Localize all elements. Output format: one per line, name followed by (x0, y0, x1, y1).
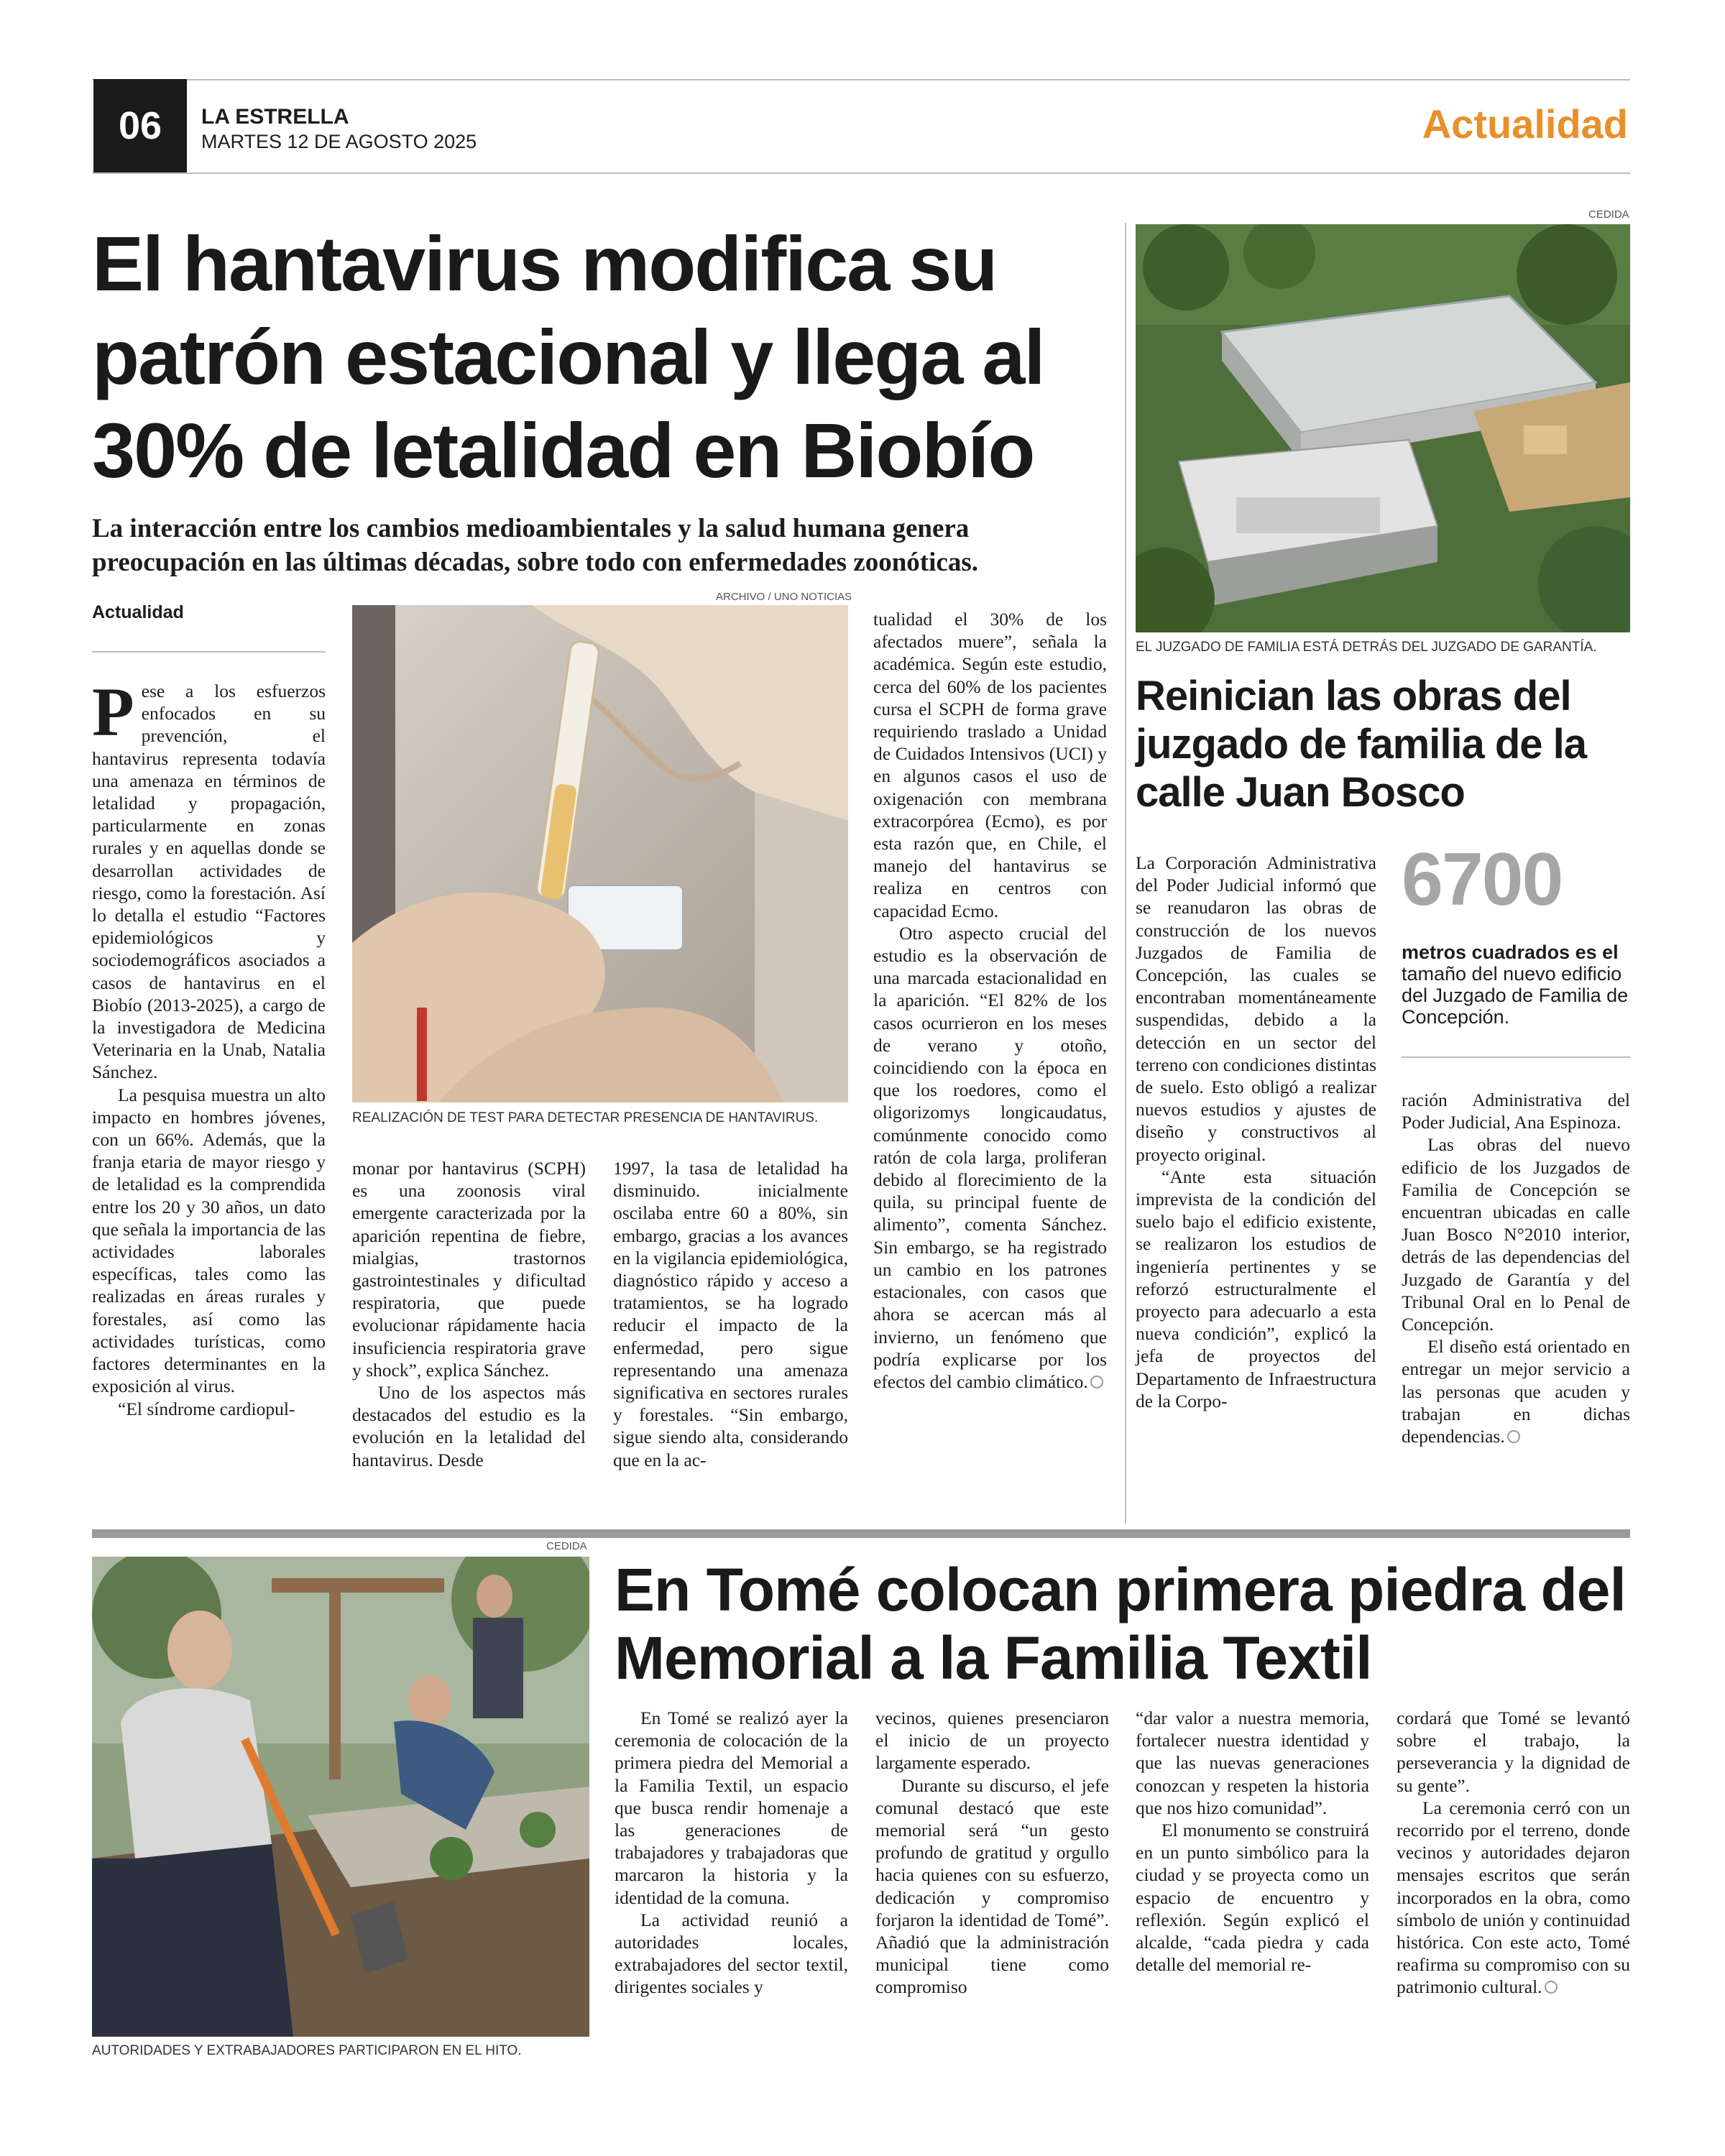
photo-credit-tome: CEDIDA (546, 1540, 587, 1552)
end-mark-icon (1545, 1981, 1558, 1994)
byline: Actualidad (92, 602, 184, 622)
article3-column-4: cordará que Tomé se levantó sobre el trabajo, la perseverancia y la dignidad de su gente”. La ceremonia cerró con un recorrido por el terreno, donde vecinos y autoridades dejaron mensajes escritos que serán incorporados en la obra, como símbolo de unión y continuidad histórica. Con este acto, Tomé reafirma su compromiso con su patrimonio cultural. (1397, 1708, 1630, 1998)
court-aerial-photo (1136, 224, 1630, 632)
end-mark-icon (1090, 1376, 1103, 1388)
article1-column-4: tualidad el 30% de los afectados muere”, señala la académica. Según este estudio, cerca del 60% de los pacientes cursa el SCPH de forma grave requiriendo traslado a Unidad de Cuidados Intensivos (UCI) y en algunos casos el uso de oxigenación con membrana extracorpórea (Ecmo), es por esta razón que, en Chile, el manejo del hantavirus se realiza en centros con capacidad Ecmo. Otro aspecto crucial del estudio es la observación de una marcada estacionalidad en la aparición. “El 82% de los casos ocurrieron en los meses de verano y otoño, coincidiendo con la época en que los roedores, como el oligorizomys longicaudatus, comúnmente conocido como ratón de cola larga, proliferan debido al florecimiento de la quila, su principal fuente de alimento”, comenta Sánchez. Sin embargo, se ha registrado un cambio en los patrones estacionales, con casos que ahora se acercan más al invierno, un fenómeno que podría explicarse por los efectos del cambio climático. (873, 609, 1107, 1392)
article3-column-1: En Tomé se realizó ayer la ceremonia de colocación de la primera piedra del Memorial a la Familia Textil, un espacio que busca rendir homenaje a las generaciones de trabajadores y trabajadoras que marcaron la historia y la identidad de la comuna. La actividad reunió a autoridades locales, extrabajadores del sector textil, dirigentes sociales y (615, 1708, 848, 1998)
article1-column-1: Pese a los esfuerzos enfocados en su prevención, el hantavirus representa todavía una amenaza en términos de letalidad y propagación, particularmente en zonas rurales y en aquellas donde se desarrollan actividades de riesgo, como la forestación. Así lo detalla el estudio “Factores epidemiológicos y sociodemográficos asociados a casos de hantavirus en el Biobío (2013-2025), a cargo de la investigadora de Medicina Veterinaria en la Unab, Natalia Sánchez. La pesquisa muestra un alto impacto en hombres jóvenes, con un 66%. Además, que la franja etaria de mayor riesgo y de letalidad es la comprendida entre los 20 y 30 años, un dato que señala la importancia de las actividades laborales específicas, tales como las realizadas en áreas rurales y forestales, así como las actividades turísticas, como factores determinantes en la exposición al virus. “El síndrome cardiopul- (92, 673, 326, 1419)
photo-caption-court: EL JUZGADO DE FAMILIA ESTÁ DETRÁS DEL JUZGADO DE GARANTÍA. (1136, 640, 1597, 655)
article1-column-3: 1997, la tasa de letalidad ha disminuido. inicialmente oscilaba entre 60 a 80%, sin embargo, gracias a los avances en la vigilancia epidemiológica, diagnóstico rápido y acceso a tratamientos, se ha logrado reducir el impacto de la enfermedad, pero sigue representando una amenaza significativa en sectores rurales y forestales. “Sin embargo, sigue siendo alta, considerando que en la ac- (613, 1158, 848, 1470)
main-headline: El hantavirus modifica su patrón estacional y llega al 30% de letalidad en Biobío (92, 220, 1044, 494)
photo-credit-court: CEDIDA (1588, 208, 1629, 221)
article2-column-1: La Corporación Administrativa del Poder Judicial informó que se reanudaron las obras de construcción de los nuevos Juzgados de Familia de Concepción, las cuales se encontraban momentáneamente suspendidas, debido a la detección en un sector del terreno con condiciones distintas de suelo. Esto obligó a realizar nuevos estudios y ajustes de diseño y constructivos al proyecto original. “Ante esta situación imprevista de la condición del suelo bajo el edificio existente, se realizaron los estudios de ingeniería pertinentes y se reforzó estructuralmente el proyecto para adecuarlo a esta nueva condición”, explicó la jefa de proyectos del Departamento de Infraestructura de la Corpo- (1136, 852, 1376, 1411)
tome-ceremony-photo (92, 1557, 589, 2037)
stat-description: metros cuadrados es el tamaño del nuevo edificio del Juzgado de Familia de Concepción. (1402, 941, 1629, 1028)
hantavirus-test-photo (352, 605, 848, 1102)
article1-column-2: monar por hantavirus (SCPH) es una zoonosis viral emergente caracterizada por la aparición repentina de fiebre, mialgias, trastornos gastrointestinales y dificultad respiratoria, que puede evolucionar rápidamente hacia insuficiencia respiratoria grave y shock”, explica Sánchez. Uno de los aspectos más destacados del estudio es la evolución en la letalidad del hantavirus. Desde (352, 1158, 586, 1470)
section-label: Actualidad (1422, 101, 1628, 147)
stat-number: 6700 (1402, 838, 1563, 921)
article3-column-2: vecinos, quienes presenciaron el inicio de un proyecto largamente esperado. Durante su discurso, el jefe comunal destacó que este memorial será “un gesto profundo de gratitud y orgullo hacia quienes con su esfuerzo, dedicación y compromiso forjaron la identidad de Tomé”. Añadió que la administración municipal tiene como compromiso (875, 1708, 1109, 1998)
article2-column-2: ración Administrativa del Poder Judicial, Ana Espinoza. Las obras del nuevo edificio de los Juzgados de Familia de Concepción se encuentran ubicadas en calle Juan Bosco N°2010 interior, detrás de las dependencias del Juzgado de Garantía y del Tribunal Oral en lo Penal de Concepción. El diseño está orientado en entregar un mejor servicio a las personas que acuden y trabajan en dichas dependencias. (1402, 1089, 1630, 1447)
issue-date: MARTES 12 DE AGOSTO 2025 (201, 131, 477, 152)
end-mark-icon (1507, 1430, 1520, 1443)
dropcap: P (92, 673, 134, 750)
photo-caption-hantavirus: REALIZACIÓN DE TEST PARA DETECTAR PRESENCIA DE HANTAVIRUS. (352, 1110, 819, 1125)
tome-headline: En Tomé colocan primera piedra del Memorial a la Familia Textil (615, 1556, 1626, 1692)
photo-caption-tome: AUTORIDADES Y EXTRABAJADORES PARTICIPARON EN EL HITO. (92, 2043, 522, 2058)
photo-credit: ARCHIVO / UNO NOTICIAS (716, 591, 852, 603)
main-deck: La interacción entre los cambios medioambientales y la salud humana genera preocupación en las últimas décadas, sobre todo con enfermedades zoonóticas. (92, 514, 978, 577)
newspaper-name: LA ESTRELLA (201, 105, 349, 129)
article3-column-3: “dar valor a nuestra memoria, fortalecer nuestra identidad y que las nuevas generaciones conozcan y respeten la historia que nos hizo comunidad”. El monumento se construirá en un punto simbólico para la ciudad y se proyecta como un espacio de encuentro y reflexión. Según explicó el alcalde, “cada piedra y cada detalle del memorial re- (1136, 1708, 1369, 1976)
page-number: 06 (93, 79, 187, 172)
court-headline: Reinician las obras del juzgado de familia de la calle Juan Bosco (1136, 673, 1587, 816)
